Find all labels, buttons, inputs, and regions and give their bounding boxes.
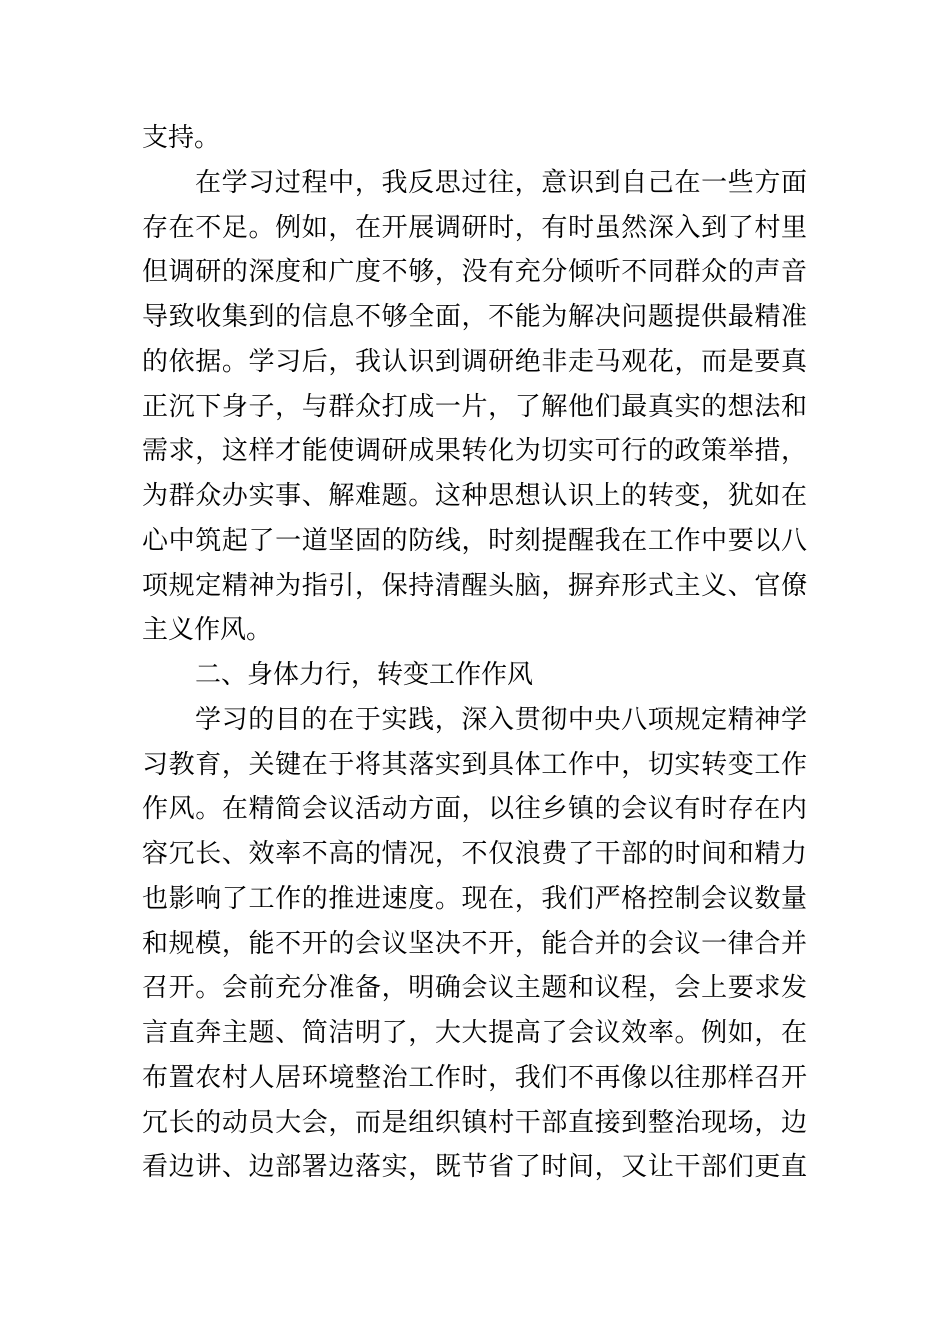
text-line: 的依据。学习后，我认识到调研绝非走马观花，而是要真 (142, 345, 807, 376)
section-heading: 二、身体力行，转变工作作风 (195, 659, 534, 689)
text-line: 在学习过程中，我反思过往，意识到自己在一些方面 (195, 166, 807, 197)
text-line: 和规模，能不开的会议坚决不开，能合并的会议一律合并 (142, 927, 807, 958)
text-line: 需求，这样才能使调研成果转化为切实可行的政策举措， (142, 435, 807, 466)
document-page (142, 115, 807, 1189)
text-line: 学习的目的在于实践，深入贯彻中央八项规定精神学 (195, 703, 807, 734)
text-line: 也影响了工作的推进速度。现在，我们严格控制会议数量 (142, 882, 807, 913)
text-line: 但调研的深度和广度不够，没有充分倾听不同群众的声音 (142, 256, 807, 287)
text-line: 为群众办实事、解难题。这种思想认识上的转变，犹如在 (142, 480, 807, 510)
text-line: 习教育，关键在于将其落实到具体工作中，切实转变工作 (142, 748, 807, 779)
text-line: 布置农村人居环境整治工作时，我们不再像以往那样召开 (142, 1061, 807, 1092)
text-line: 心中筑起了一道坚固的防线，时刻提醒我在工作中要以八 (142, 524, 807, 555)
text-line: 主义作风。 (142, 614, 273, 645)
text-line: 作风。在精简会议活动方面，以往乡镇的会议有时存在内 (142, 793, 807, 824)
text-line: 召开。会前充分准备，明确会议主题和议程，会上要求发 (142, 972, 807, 1003)
text-line: 冗长的动员大会，而是组织镇村干部直接到整治现场，边 (142, 1106, 807, 1137)
text-line: 正沉下身子，与群众打成一片，了解他们最真实的想法和 (142, 390, 807, 421)
text-line: 项规定精神为指引，保持清醒头脑，摒弃形式主义、官僚 (142, 569, 807, 600)
text-line: 看边讲、边部署边落实，既节省了时间，又让干部们更直 (142, 1151, 807, 1182)
text-line: 存在不足。例如，在开展调研时，有时虽然深入到了村里 (142, 211, 807, 242)
text-line: 导致收集到的信息不够全面，不能为解决问题提供最精准 (142, 301, 807, 331)
text-line: 容冗长、效率不高的情况，不仅浪费了干部的时间和精力 (142, 838, 807, 868)
text-line: 言直奔主题、简洁明了，大大提高了会议效率。例如，在 (142, 1017, 807, 1047)
text-line: 支持。 (142, 122, 221, 152)
